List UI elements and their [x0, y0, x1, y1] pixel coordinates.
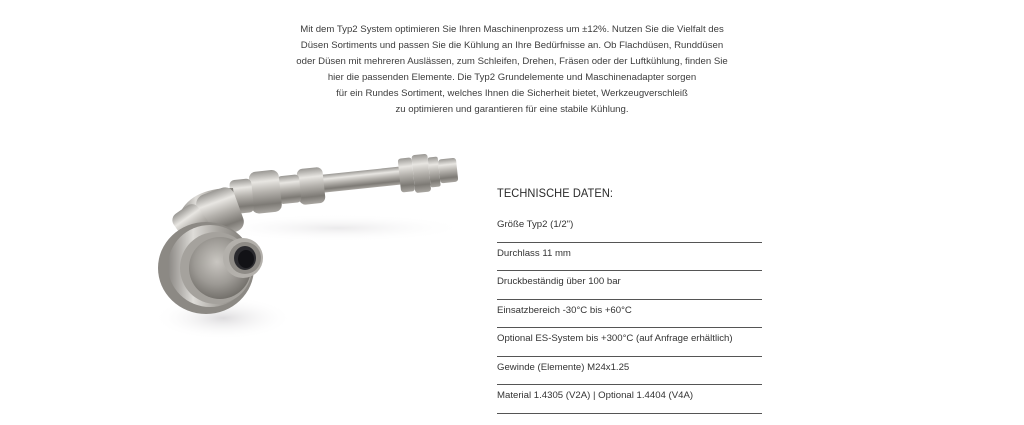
spec-row: [497, 357, 762, 386]
spec-pressure: Druckbeständig über 100 bar: [497, 276, 621, 287]
intro-line: für ein Rundes Sortiment, welches Ihnen die Sicherheit bietet, Werkzeugverschleiß: [336, 88, 688, 99]
spec-row: [497, 385, 762, 414]
intro-line: hier die passenden Elemente. Die Typ2 Grundelemente und Maschinenadapter sorgen: [327, 72, 697, 83]
technical-data-title: TECHNISCHE DATEN:: [497, 186, 614, 200]
intro-line: Düsen Sortiments und passen Sie die Kühlung an Ihre Bedürfnisse an. Ob Flachdüsen, Runddüsen: [300, 40, 724, 51]
spec-row: [497, 243, 762, 272]
spec-size: Größe Typ2 (1/2"): [497, 219, 574, 230]
intro-line: Mit dem Typ2 System optimieren Sie Ihren Maschinenprozess um ±12%. Nutzen Sie die Vielfalt des: [300, 24, 724, 35]
spec-passage: Durchlass 11 mm: [497, 247, 571, 259]
intro-line: oder Düsen mit mehreren Auslässen, zum Schleifen, Drehen, Fräsen oder der Luftkühlung, finden Sie: [296, 56, 728, 67]
spec-row: [497, 214, 762, 243]
product-image: [138, 148, 468, 358]
intro-text: [212, 22, 812, 118]
spec-temperature-range: Einsatzbereich -30°C bis +60°C: [497, 304, 632, 316]
spec-es-system: Optional ES-System bis +300°C (auf Anfrage erhältlich): [497, 333, 733, 344]
spec-row: [497, 271, 762, 300]
spec-material: Material 1.4305 (V2A) | Optional 1.4404 (V4A): [497, 390, 694, 401]
spec-row: [497, 300, 762, 329]
spec-thread: Gewinde (Elemente) M24x1.25: [497, 361, 630, 373]
technical-data: [497, 186, 762, 414]
spec-row: [497, 328, 762, 357]
intro-line: zu optimieren und garantieren für eine stabile Kühlung.: [395, 104, 629, 115]
